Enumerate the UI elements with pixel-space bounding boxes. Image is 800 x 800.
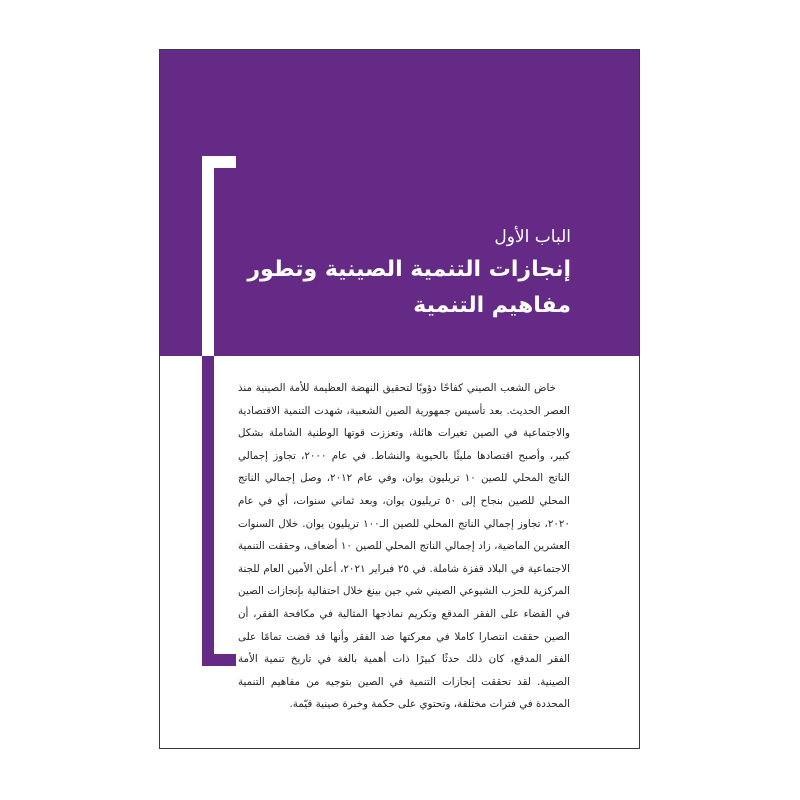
- bracket-decoration-upper: [202, 156, 214, 356]
- bracket-decoration-bottom: [202, 654, 236, 666]
- body-paragraph: خاض الشعب الصيني كفاحًا دؤوبًا لتحقيق النهضة العظيمة للأمة الصينية منذ العصر الحديث. بعد تأسيس جمهورية الصين الشعبية، شهدت التنمية الاقتصادية والاجتماعية في الصين تغيرات هائلة، وتعززت قوتها الوطنية الشاملة بشكل كبير، وأصبح اقتصادها مليئًا بالحيوية والنشاط. في عام ٢٠٠٠، تجاوز إجمالي الناتج المحلي للصين ١٠ تريليون يوان، وفي عام ٢٠١٢، وصل إجمالي الناتج المحلي للصين بنجاح إلى ٥٠ تريليون يوان، وبعد ثماني سنوات، أي في عام ٢٠٢٠، تجاوز إجمالي الناتج المحلي للصين الـ١٠٠ تريليون يوان. خلال السنوات العشرين الماضية، زاد إجمالي الناتج المحلي للصين ١٠ أضعاف، وحققت التنمية الاجتماعية في البلاد قفزة شاملة. في ٢٥ فبراير ٢٠٢١، أعلن الأمين العام للجنة المركزية للحزب الشيوعي الصيني شي جين بينغ خلال احتفالية بإنجازات الصين في القضاء على الفقر المدقع وتكريم نماذجها المثالية في مكافحة الفقر، أن الصين حققت انتصارا كاملا في معركتها ضد الفقر وأنها قد قضت تمامًا على الفقر المدقع، كان ذلك حدثًا كبيرًا ذات أهمية بالغة في تاريخ تنمية الأمة الصينية. لقد تحققت إنجازات التنمية في الصين بتوجيه من مفاهيم التنمية المحددة في فترات مختلفة، وتحتوي على حكمة وخبرة صينية قيّمة.: [238, 382, 570, 711]
- document-page: [159, 49, 640, 749]
- bracket-decoration-top: [202, 156, 236, 168]
- chapter-label: الباب الأول: [494, 227, 571, 247]
- bracket-decoration-lower: [202, 356, 214, 666]
- chapter-title: إنجازات التنمية الصينية وتطور مفاهيم التنمية: [247, 257, 571, 318]
